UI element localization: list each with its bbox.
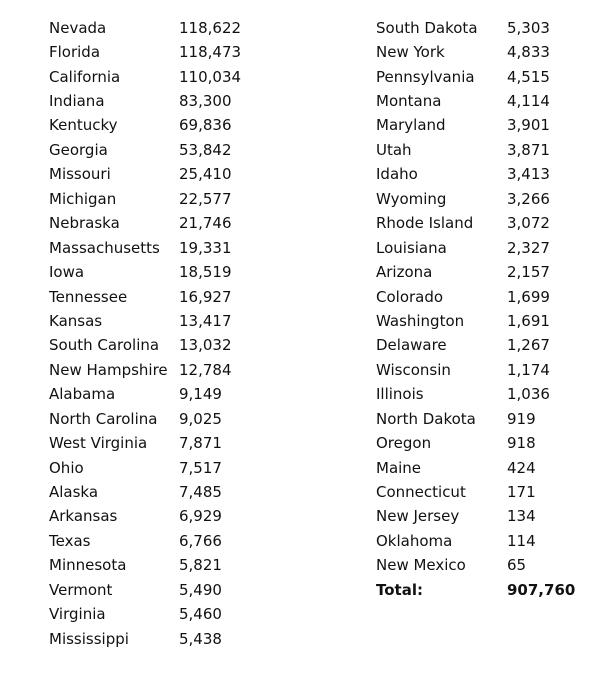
right-state-column xyxy=(376,16,577,603)
state-name: Arkansas xyxy=(49,507,118,526)
state-value: 919 xyxy=(507,409,536,428)
state-name: Alabama xyxy=(49,385,116,404)
state-name: Tennessee xyxy=(49,287,128,306)
state-value: 5,460 xyxy=(179,605,222,624)
state-value: 110,034 xyxy=(179,67,242,86)
left-state-column xyxy=(49,16,259,651)
total-value: 907,760 xyxy=(507,580,576,599)
state-value: 7,517 xyxy=(179,458,222,477)
state-name: New Hampshire xyxy=(49,360,168,379)
state-name: Georgia xyxy=(49,140,108,159)
state-value: 114 xyxy=(507,531,536,550)
state-value: 118,622 xyxy=(179,18,242,37)
state-value: 1,036 xyxy=(507,385,550,404)
state-value: 7,871 xyxy=(179,434,222,453)
state-value: 53,842 xyxy=(179,140,232,159)
state-value: 3,266 xyxy=(507,189,550,208)
state-name: Texas xyxy=(49,531,91,550)
state-name: Louisiana xyxy=(376,238,447,257)
state-value: 12,784 xyxy=(179,360,232,379)
state-name: Oregon xyxy=(376,434,432,453)
state-name: New Mexico xyxy=(376,556,466,575)
state-name: Maine xyxy=(376,458,422,477)
state-value: 83,300 xyxy=(179,92,232,111)
state-name: North Carolina xyxy=(49,409,158,428)
state-name: Nevada xyxy=(49,18,107,37)
total-label: Total: xyxy=(376,580,423,599)
state-name: Massachusetts xyxy=(49,238,160,257)
state-value: 5,303 xyxy=(507,18,550,37)
state-value: 918 xyxy=(507,434,536,453)
state-name: Wisconsin xyxy=(376,360,451,379)
state-value: 69,836 xyxy=(179,116,232,135)
state-name: Colorado xyxy=(376,287,444,306)
state-value: 9,149 xyxy=(179,385,222,404)
state-value: 6,929 xyxy=(179,507,222,526)
state-name: Minnesota xyxy=(49,556,127,575)
state-name: Michigan xyxy=(49,189,117,208)
state-name: Idaho xyxy=(376,165,418,184)
state-value: 19,331 xyxy=(179,238,232,257)
state-value: 16,927 xyxy=(179,287,232,306)
state-name: Mississippi xyxy=(49,629,129,648)
state-name: Kansas xyxy=(49,311,103,330)
state-name: Maryland xyxy=(376,116,446,135)
state-name: South Dakota xyxy=(376,18,478,37)
state-name: Vermont xyxy=(49,580,113,599)
state-name: Oklahoma xyxy=(376,531,453,550)
state-value: 1,267 xyxy=(507,336,550,355)
state-value: 2,327 xyxy=(507,238,550,257)
state-name: Arizona xyxy=(376,263,433,282)
state-value: 7,485 xyxy=(179,483,222,502)
state-value: 5,821 xyxy=(179,556,222,575)
state-value: 3,871 xyxy=(507,140,550,159)
state-name: Illinois xyxy=(376,385,424,404)
state-value: 118,473 xyxy=(179,43,242,62)
state-value: 3,072 xyxy=(507,214,550,233)
state-name: Iowa xyxy=(49,263,85,282)
state-value: 2,157 xyxy=(507,263,550,282)
state-name: Delaware xyxy=(376,336,447,355)
state-name: Pennsylvania xyxy=(376,67,475,86)
state-value: 22,577 xyxy=(179,189,232,208)
state-name: New Jersey xyxy=(376,507,460,526)
state-name: Montana xyxy=(376,92,442,111)
state-name: New York xyxy=(376,43,445,62)
state-name: Missouri xyxy=(49,165,111,184)
state-value: 25,410 xyxy=(179,165,232,184)
state-name: California xyxy=(49,67,121,86)
state-name: West Virginia xyxy=(49,434,148,453)
state-value: 18,519 xyxy=(179,263,232,282)
state-name: Indiana xyxy=(49,92,105,111)
state-value: 134 xyxy=(507,507,536,526)
state-value: 171 xyxy=(507,483,536,502)
state-value: 9,025 xyxy=(179,409,222,428)
state-value: 3,413 xyxy=(507,165,550,184)
state-name: North Dakota xyxy=(376,409,476,428)
state-value: 13,032 xyxy=(179,336,232,355)
state-name: Rhode Island xyxy=(376,214,474,233)
state-name: Washington xyxy=(376,311,465,330)
state-value: 5,490 xyxy=(179,580,222,599)
state-name: Kentucky xyxy=(49,116,118,135)
state-value: 6,766 xyxy=(179,531,222,550)
state-value: 1,691 xyxy=(507,311,550,330)
state-value: 65 xyxy=(507,556,527,575)
state-value: 3,901 xyxy=(507,116,550,135)
state-value: 5,438 xyxy=(179,629,222,648)
state-name: Virginia xyxy=(49,605,106,624)
state-value: 424 xyxy=(507,458,536,477)
state-value: 4,114 xyxy=(507,92,550,111)
state-value: 4,515 xyxy=(507,67,550,86)
state-name: Utah xyxy=(376,140,412,159)
state-value: 21,746 xyxy=(179,214,232,233)
state-name: Alaska xyxy=(49,483,99,502)
state-value: 4,833 xyxy=(507,43,550,62)
state-name: Wyoming xyxy=(376,189,447,208)
state-value: 13,417 xyxy=(179,311,232,330)
state-name: Nebraska xyxy=(49,214,120,233)
state-name: Florida xyxy=(49,43,101,62)
state-name: Ohio xyxy=(49,458,84,477)
state-name: Connecticut xyxy=(376,483,466,502)
state-name: South Carolina xyxy=(49,336,160,355)
state-value: 1,699 xyxy=(507,287,550,306)
state-value: 1,174 xyxy=(507,360,550,379)
